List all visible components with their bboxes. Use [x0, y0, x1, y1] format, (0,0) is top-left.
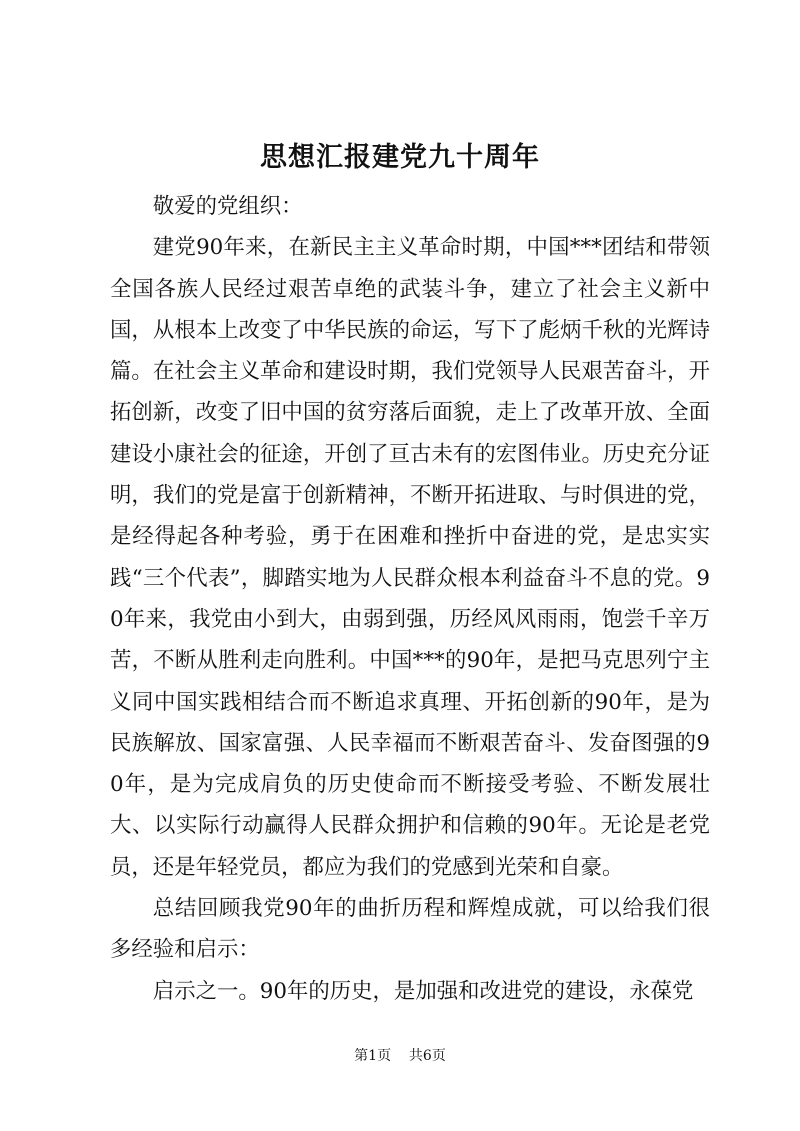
body-paragraph: 启示之一。90年的历史，是加强和改进党的建设，永葆党	[152, 978, 694, 1004]
total-pages: 共6页	[408, 1048, 446, 1064]
body-paragraph: 建党90年来，在新民主主义革命时期，中国***团结和带领全国各族人民经过艰苦卓绝的武装斗争，建立了社会主义新中国，从根本上改变了中华民族的命运，写下了彪炳千秋的光辉诗篇。在社会主义革命和建设时期，我们党领导人民艰苦奋斗，开拓创新，改变了旧中国的贫穷落后面貌，走上了改革开放、全面建设小康社会的征途，开创了亘古未有的宏图伟业。历史充分证明，我们的党是富于创新精神，不断开拓进取、与时俱进的党，是经得起各种考验，勇于在困难和挫折中奋进的党，是忠实实践“三个代表”，脚踏实地为人民群众根本利益奋斗不息的党。90年来，我党由小到大，由弱到强，历经风风雨雨，饱尝千辛万苦，不断从胜利走向胜利。中国***的90年，是把马克思列宁主义同中国实践相结合而不断追求真理、开拓创新的90年，是为民族解放、国家富强、人民幸福而不断艰苦奋斗、发奋图强的90年，是为完成肩负的历史使命而不断接受考验、不断发展壮大、以实际行动赢得人民群众拥护和信赖的90年。无论是老党员，还是年轻党员，都应为我们的党感到光荣和自豪。	[110, 235, 710, 880]
footer-spacer	[396, 1048, 405, 1064]
page-footer	[0, 1046, 800, 1066]
page-number: 第1页	[354, 1048, 392, 1064]
salutation-paragraph: 敬爱的党组织：	[152, 194, 303, 219]
document-body	[110, 186, 710, 1012]
body-paragraph: 总结回顾我党90年的曲折历程和辉煌成就，可以给我们很多经验和启示：	[110, 896, 710, 963]
document-title: 思想汇报建党九十周年	[260, 142, 540, 173]
